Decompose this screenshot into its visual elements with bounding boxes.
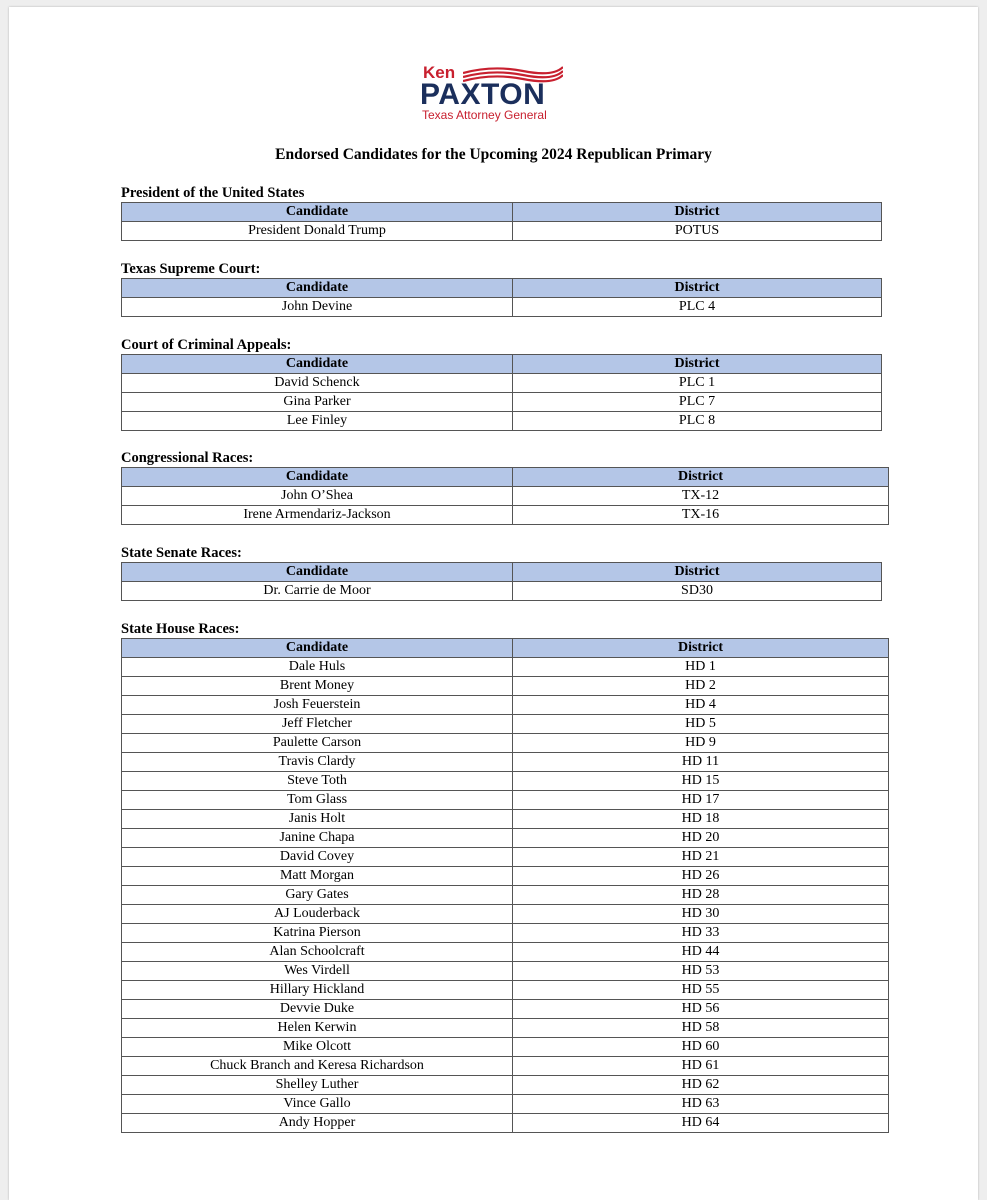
table-row bbox=[122, 1038, 889, 1057]
candidate-cell: David Covey bbox=[122, 848, 513, 867]
candidate-cell: Andy Hopper bbox=[122, 1114, 513, 1133]
district-cell: HD 55 bbox=[513, 981, 889, 1000]
table-row bbox=[122, 791, 889, 810]
district-cell: HD 28 bbox=[513, 886, 889, 905]
table-row bbox=[122, 1095, 889, 1114]
section-heading: Congressional Races: bbox=[121, 450, 254, 466]
table-row bbox=[122, 1019, 889, 1038]
table-row bbox=[122, 487, 889, 506]
district-cell: PLC 1 bbox=[513, 374, 882, 393]
candidate-table bbox=[121, 354, 882, 431]
district-cell: HD 9 bbox=[513, 734, 889, 753]
table-row bbox=[122, 905, 889, 924]
section-heading: Court of Criminal Appeals: bbox=[121, 337, 292, 353]
district-cell: HD 26 bbox=[513, 867, 889, 886]
table-row bbox=[122, 829, 889, 848]
district-cell: HD 63 bbox=[513, 1095, 889, 1114]
column-header-candidate: Candidate bbox=[122, 355, 513, 374]
column-header-district: District bbox=[513, 639, 889, 658]
candidate-cell: Devvie Duke bbox=[122, 1000, 513, 1019]
district-cell: HD 5 bbox=[513, 715, 889, 734]
candidate-cell: President Donald Trump bbox=[122, 222, 513, 241]
candidate-cell: Matt Morgan bbox=[122, 867, 513, 886]
table-row bbox=[122, 677, 889, 696]
candidate-cell: Gary Gates bbox=[122, 886, 513, 905]
candidate-cell: Paulette Carson bbox=[122, 734, 513, 753]
district-cell: PLC 4 bbox=[513, 298, 882, 317]
district-cell: HD 20 bbox=[513, 829, 889, 848]
candidate-cell: Alan Schoolcraft bbox=[122, 943, 513, 962]
district-cell: HD 30 bbox=[513, 905, 889, 924]
candidate-cell: John O’Shea bbox=[122, 487, 513, 506]
section-state-senate-races bbox=[121, 545, 882, 601]
candidate-cell: Hillary Hickland bbox=[122, 981, 513, 1000]
candidate-cell: Janine Chapa bbox=[122, 829, 513, 848]
table-row bbox=[122, 981, 889, 1000]
column-header-candidate: Candidate bbox=[122, 639, 513, 658]
table-row bbox=[122, 374, 882, 393]
candidate-cell: Tom Glass bbox=[122, 791, 513, 810]
candidate-cell: Travis Clardy bbox=[122, 753, 513, 772]
candidate-cell: Irene Armendariz-Jackson bbox=[122, 506, 513, 525]
district-cell: HD 64 bbox=[513, 1114, 889, 1133]
district-cell: TX-16 bbox=[513, 506, 889, 525]
candidate-cell: Brent Money bbox=[122, 677, 513, 696]
candidate-cell: Dr. Carrie de Moor bbox=[122, 582, 513, 601]
district-cell: HD 4 bbox=[513, 696, 889, 715]
table-row bbox=[122, 506, 889, 525]
candidate-cell: Steve Toth bbox=[122, 772, 513, 791]
table-row bbox=[122, 1076, 889, 1095]
district-cell: HD 17 bbox=[513, 791, 889, 810]
district-cell: HD 15 bbox=[513, 772, 889, 791]
table-row bbox=[122, 1000, 889, 1019]
district-cell: HD 60 bbox=[513, 1038, 889, 1057]
district-cell: POTUS bbox=[513, 222, 882, 241]
column-header-district: District bbox=[513, 563, 882, 582]
table-row bbox=[122, 696, 889, 715]
column-header-candidate: Candidate bbox=[122, 203, 513, 222]
document-title: Endorsed Candidates for the Upcoming 2024 Republican Primary bbox=[275, 146, 712, 163]
candidate-table bbox=[121, 278, 882, 317]
candidate-cell: Shelley Luther bbox=[122, 1076, 513, 1095]
candidate-cell: John Devine bbox=[122, 298, 513, 317]
table-row bbox=[122, 772, 889, 791]
section-heading: State Senate Races: bbox=[121, 545, 242, 561]
district-cell: HD 18 bbox=[513, 810, 889, 829]
section-state-house-races bbox=[121, 621, 889, 1133]
table-row bbox=[122, 412, 882, 431]
candidate-cell: Dale Huls bbox=[122, 658, 513, 677]
table-header-row bbox=[122, 203, 882, 222]
table-row bbox=[122, 298, 882, 317]
table-row bbox=[122, 753, 889, 772]
table-header-row bbox=[122, 563, 882, 582]
candidate-cell: Josh Feuerstein bbox=[122, 696, 513, 715]
table-row bbox=[122, 658, 889, 677]
section-heading: State House Races: bbox=[121, 621, 240, 637]
section-heading: Texas Supreme Court: bbox=[121, 261, 261, 277]
district-cell: HD 2 bbox=[513, 677, 889, 696]
candidate-cell: Gina Parker bbox=[122, 393, 513, 412]
section-court-of-criminal-appeals bbox=[121, 337, 882, 431]
district-cell: HD 1 bbox=[513, 658, 889, 677]
candidate-cell: AJ Louderback bbox=[122, 905, 513, 924]
candidate-cell: David Schenck bbox=[122, 374, 513, 393]
district-cell: HD 61 bbox=[513, 1057, 889, 1076]
table-row bbox=[122, 1057, 889, 1076]
table-row bbox=[122, 810, 889, 829]
column-header-candidate: Candidate bbox=[122, 279, 513, 298]
table-row bbox=[122, 886, 889, 905]
district-cell: HD 21 bbox=[513, 848, 889, 867]
district-cell: SD30 bbox=[513, 582, 882, 601]
candidate-table bbox=[121, 562, 882, 601]
candidate-table bbox=[121, 467, 889, 525]
table-row bbox=[122, 924, 889, 943]
district-cell: TX-12 bbox=[513, 487, 889, 506]
table-row bbox=[122, 582, 882, 601]
candidate-cell: Vince Gallo bbox=[122, 1095, 513, 1114]
table-row bbox=[122, 1114, 889, 1133]
district-cell: PLC 7 bbox=[513, 393, 882, 412]
table-row bbox=[122, 715, 889, 734]
candidate-table bbox=[121, 202, 882, 241]
table-row bbox=[122, 943, 889, 962]
logo-last-name: PAXTON bbox=[420, 78, 546, 111]
table-header-row bbox=[122, 355, 882, 374]
logo-tagline: Texas Attorney General bbox=[422, 108, 547, 122]
table-row bbox=[122, 848, 889, 867]
district-cell: PLC 8 bbox=[513, 412, 882, 431]
candidate-cell: Wes Virdell bbox=[122, 962, 513, 981]
table-row bbox=[122, 222, 882, 241]
candidate-cell: Jeff Fletcher bbox=[122, 715, 513, 734]
table-row bbox=[122, 734, 889, 753]
district-cell: HD 44 bbox=[513, 943, 889, 962]
district-cell: HD 53 bbox=[513, 962, 889, 981]
candidate-cell: Mike Olcott bbox=[122, 1038, 513, 1057]
logo-first-name: Ken bbox=[423, 63, 456, 82]
candidate-cell: Lee Finley bbox=[122, 412, 513, 431]
column-header-candidate: Candidate bbox=[122, 468, 513, 487]
candidate-cell: Helen Kerwin bbox=[122, 1019, 513, 1038]
table-header-row bbox=[122, 468, 889, 487]
table-header-row bbox=[122, 639, 889, 658]
column-header-district: District bbox=[513, 468, 889, 487]
table-row bbox=[122, 867, 889, 886]
district-cell: HD 58 bbox=[513, 1019, 889, 1038]
section-congressional-races bbox=[121, 450, 889, 525]
candidate-cell: Katrina Pierson bbox=[122, 924, 513, 943]
table-row bbox=[122, 393, 882, 412]
district-cell: HD 11 bbox=[513, 753, 889, 772]
candidate-cell: Janis Holt bbox=[122, 810, 513, 829]
table-row bbox=[122, 962, 889, 981]
section-president bbox=[121, 185, 882, 241]
campaign-logo bbox=[413, 58, 573, 130]
column-header-candidate: Candidate bbox=[122, 563, 513, 582]
candidate-table bbox=[121, 638, 889, 1133]
column-header-district: District bbox=[513, 203, 882, 222]
section-texas-supreme-court bbox=[121, 261, 882, 317]
column-header-district: District bbox=[513, 355, 882, 374]
district-cell: HD 33 bbox=[513, 924, 889, 943]
table-header-row bbox=[122, 279, 882, 298]
section-heading: President of the United States bbox=[121, 185, 305, 201]
district-cell: HD 56 bbox=[513, 1000, 889, 1019]
district-cell: HD 62 bbox=[513, 1076, 889, 1095]
candidate-cell: Chuck Branch and Keresa Richardson bbox=[122, 1057, 513, 1076]
column-header-district: District bbox=[513, 279, 882, 298]
